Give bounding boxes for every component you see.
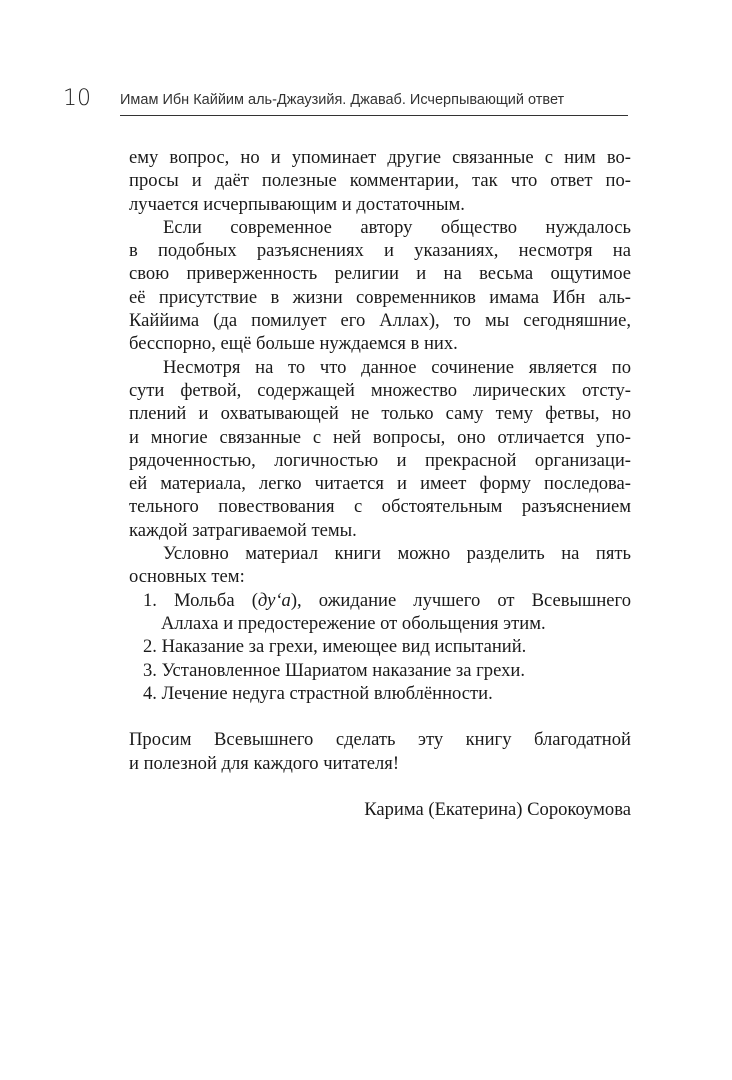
paragraph-3	[129, 356, 631, 542]
text-line: Просим Всевышнего сделать эту книгу благодатной	[129, 729, 631, 751]
text-line: свою приверженность религии и на весьма ощутимое	[129, 263, 631, 285]
topics-list	[129, 589, 631, 705]
paragraph-4	[129, 542, 631, 589]
italic-term: ду‘а	[257, 589, 291, 611]
header-rule	[120, 115, 628, 116]
text: ), ожидание лучшего от Всевышнего	[290, 589, 631, 611]
text-line: и полезной для каждого читателя!	[129, 752, 400, 774]
running-title: Имам Ибн Каййим аль-Джаузийя. Джаваб. Исчерпывающий ответ	[120, 92, 565, 108]
text-line: бесспорно, ещё больше нуждаемся в них.	[129, 333, 458, 355]
text-line: и многие связанные с ней вопросы, оно отличается упо-	[129, 426, 631, 448]
page-number: 10	[63, 86, 91, 111]
text-line: каждой затрагиваемой темы.	[129, 519, 357, 541]
text-line: Несмотря на то что данное сочинение является по	[163, 356, 631, 378]
text-line: просы и даёт полезные комментарии, так что ответ по-	[129, 170, 631, 192]
signature: Карима (Екатерина) Сорокоумова	[364, 799, 631, 821]
text-line: в подобных разъяснениях и указаниях, несмотря на	[129, 240, 631, 262]
text-line: ей материала, легко читается и имеет форму последова-	[129, 473, 631, 495]
text-line: основных тем:	[129, 566, 245, 588]
paragraph-2	[129, 216, 631, 356]
text-line: рядоченностью, логичностью и прекрасной организаци-	[129, 449, 631, 471]
paragraph-5	[129, 728, 631, 775]
text-line: Условно материал книги можно разделить на пять	[163, 543, 631, 565]
text-line: Каййима (да помилует его Аллах), то мы сегодняшние,	[129, 310, 631, 332]
page-body	[129, 146, 631, 822]
text-line: плений и охватывающей не только саму тему фетвы, но	[129, 403, 631, 425]
text-line: Если современное автору общество нуждалось	[163, 216, 631, 238]
list-item: 2. Наказание за грехи, имеющее вид испытаний.	[143, 636, 527, 658]
list-item-continuation: Аллаха и предостережение от обольщения этим.	[161, 612, 546, 634]
paragraph-1	[129, 146, 631, 216]
text-line: её присутствие в жизни современников имама Ибн аль-	[129, 286, 631, 308]
list-item	[129, 589, 631, 612]
text-line: лучается исчерпывающим и достаточным.	[129, 193, 465, 215]
list-item: 4. Лечение недуга страстной влюблённости.	[143, 682, 493, 704]
text: 1. Мольба (	[143, 589, 258, 611]
text-line: сути фетвой, содержащей множество лирических отсту-	[129, 379, 631, 401]
list-item: 3. Установленное Шариатом наказание за грехи.	[143, 659, 525, 681]
text-line: тельного повествования с обстоятельным разъяснением	[129, 496, 631, 518]
text-line: ему вопрос, но и упоминает другие связанные с ним во-	[129, 147, 631, 168]
